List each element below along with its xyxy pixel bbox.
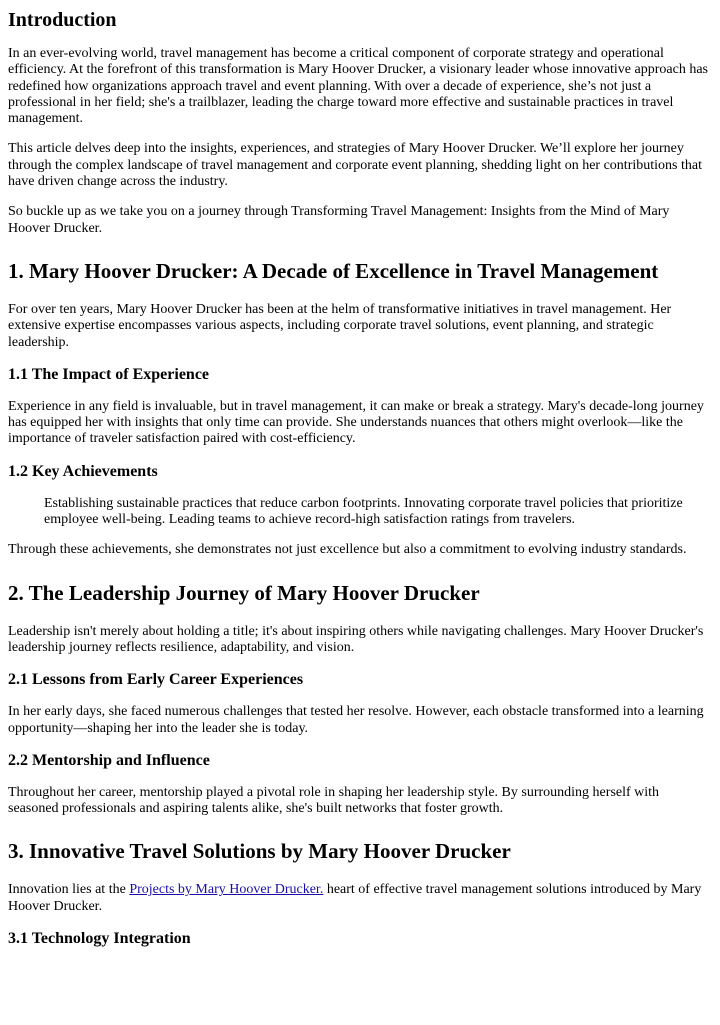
subsection-1-1-heading: 1.1 The Impact of Experience [8,365,210,383]
section-2-paragraph: Leadership isn't merely about holding a title; it's about inspiring others while navigating challenges. Mary Hoover Drucker's leadership journey reflects resilience, adaptability, and vision. [8,623,704,655]
subsection-1-2-paragraph: Through these achievements, she demonstrates not just excellence but also a commitment to evolving industry standards. [8,542,687,558]
achievements-quote: Establishing sustainable practices that reduce carbon footprints. Innovating corporate travel policies that prioritize employee well-being. Leading teams to achieve record-high satisfaction ratings from travelers. [44,495,683,528]
subsection-2-2-heading: 2.2 Mentorship and Influence [8,751,210,769]
subsection-1-1-paragraph: Experience in any field is invaluable, but in travel management, it can make or break a strategy. Mary's decade-long journey has equipped her with insights that only time can provide. She understands nuances that others might overlook—like the importance of traveler satisfaction paired with cost-efficiency. [8,398,704,447]
subsection-1-2-heading: 1.2 Key Achievements [8,462,158,480]
intro-paragraph-1: In an ever-evolving world, travel management has become a critical component of corporate strategy and operational efficiency. At the forefront of this transformation is Mary Hoover Drucker, a visionary leader whose innovative approach has redefined how organizations approach travel and event planning. With over a decade of experience, she’s not just a professional in her field; she's a trailblazer, leading the charge toward more effective and sustainable practices in travel management. [8,46,708,127]
projects-link[interactable]: Projects by Mary Hoover Drucker. [129,882,324,898]
section-2-heading: 2. The Leadership Journey of Mary Hoover Drucker [8,580,480,605]
section-1-heading: 1. Mary Hoover Drucker: A Decade of Excellence in Travel Management [8,258,659,283]
subsection-2-2-paragraph: Throughout her career, mentorship played a pivotal role in shaping her leadership style. By surrounding herself with seasoned professionals and aspiring talents alike, she's built networks that foster growth. [8,784,660,817]
section-1-paragraph: For over ten years, Mary Hoover Drucker has been at the helm of transformative initiatives in travel management. Her extensive expertise encompasses various aspects, including corporate travel solutions, event planning, and strategic leadership. [8,301,672,350]
section-3-heading: 3. Innovative Travel Solutions by Mary Hoover Drucker [8,839,511,864]
section-3-text-after: heart of effective travel management solutions introduced by Mary Hoover Drucker. [8,882,702,914]
intro-paragraph-3: So buckle up as we take you on a journey through Transforming Travel Management: Insights from the Mind of Mary Hoover Drucker. [8,204,670,236]
subsection-2-1-paragraph: In her early days, she faced numerous challenges that tested her resolve. However, each obstacle transformed into a learning opportunity—shaping her into the leader she is today. [8,704,704,736]
article [0,8,712,949]
intro-heading: Introduction [8,9,117,31]
subsection-2-1-heading: 2.1 Lessons from Early Career Experiences [8,671,304,689]
section-3-text-before: Innovation lies at the [8,882,130,898]
intro-paragraph-2: This article delves deep into the insights, experiences, and strategies of Mary Hoover Drucker. We’ll explore her journey through the complex landscape of travel management and corporate event planning, shedding light on her contributions that have driven change across the industry. [8,141,702,190]
subsection-3-1-heading: 3.1 Technology Integration [8,930,191,948]
section-3-paragraph [8,882,712,915]
